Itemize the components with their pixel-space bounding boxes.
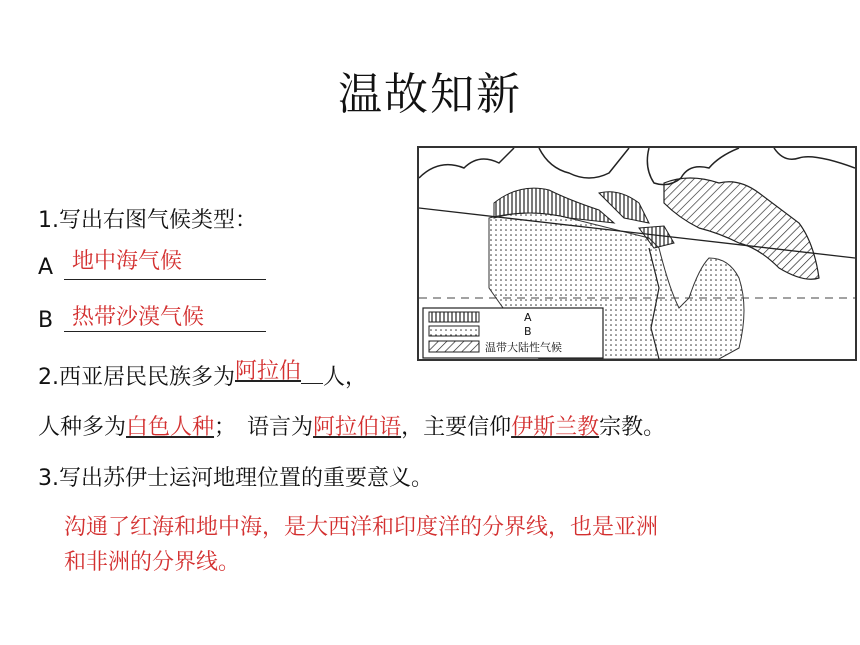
- race-prefix: 人种多为: [38, 415, 127, 440]
- climate-map: [417, 146, 857, 361]
- legend-label-b: B: [524, 325, 532, 338]
- legend-label-a: A: [524, 311, 532, 324]
- question-3-prompt: 3.写出苏伊士运河地理位置的重要意义。: [38, 466, 433, 491]
- option-b-answer: 热带沙漠气候: [72, 305, 205, 330]
- option-a-answer: 地中海气候: [72, 249, 183, 274]
- q2-prefix: 2.西亚居民民族多为: [38, 365, 235, 390]
- question-1-prompt: 1.写出右图气候类型：: [38, 208, 257, 233]
- question-3-answer-line1: 沟通了红海和地中海，是大西洋和印度洋的分界线，也是亚洲: [64, 515, 659, 540]
- option-b-blank: [64, 331, 266, 332]
- religion-answer: 伊斯兰教: [511, 415, 600, 440]
- question-2-line2: [38, 410, 665, 441]
- option-b-label: B: [38, 308, 54, 333]
- race-answer: 白色人种: [126, 415, 215, 440]
- religion-suffix: 宗教。: [599, 415, 666, 440]
- page-title: 温故知新: [338, 69, 522, 120]
- lang-prefix: ； 语言为: [214, 415, 314, 440]
- question-2-line1: [38, 360, 367, 391]
- ethnic-answer: 阿拉伯: [235, 359, 302, 384]
- question-3-answer-line2: 和非洲的分界线。: [64, 550, 241, 575]
- lang-answer: 阿拉伯语: [313, 415, 402, 440]
- religion-prefix: ，主要信仰: [401, 415, 512, 440]
- legend-label-continental: 温带大陆性气候: [485, 341, 562, 354]
- q2-suffix: 人，: [323, 365, 368, 390]
- option-a-blank: [64, 279, 266, 280]
- option-a-label: A: [38, 255, 54, 280]
- climate-map-svg: [419, 148, 855, 359]
